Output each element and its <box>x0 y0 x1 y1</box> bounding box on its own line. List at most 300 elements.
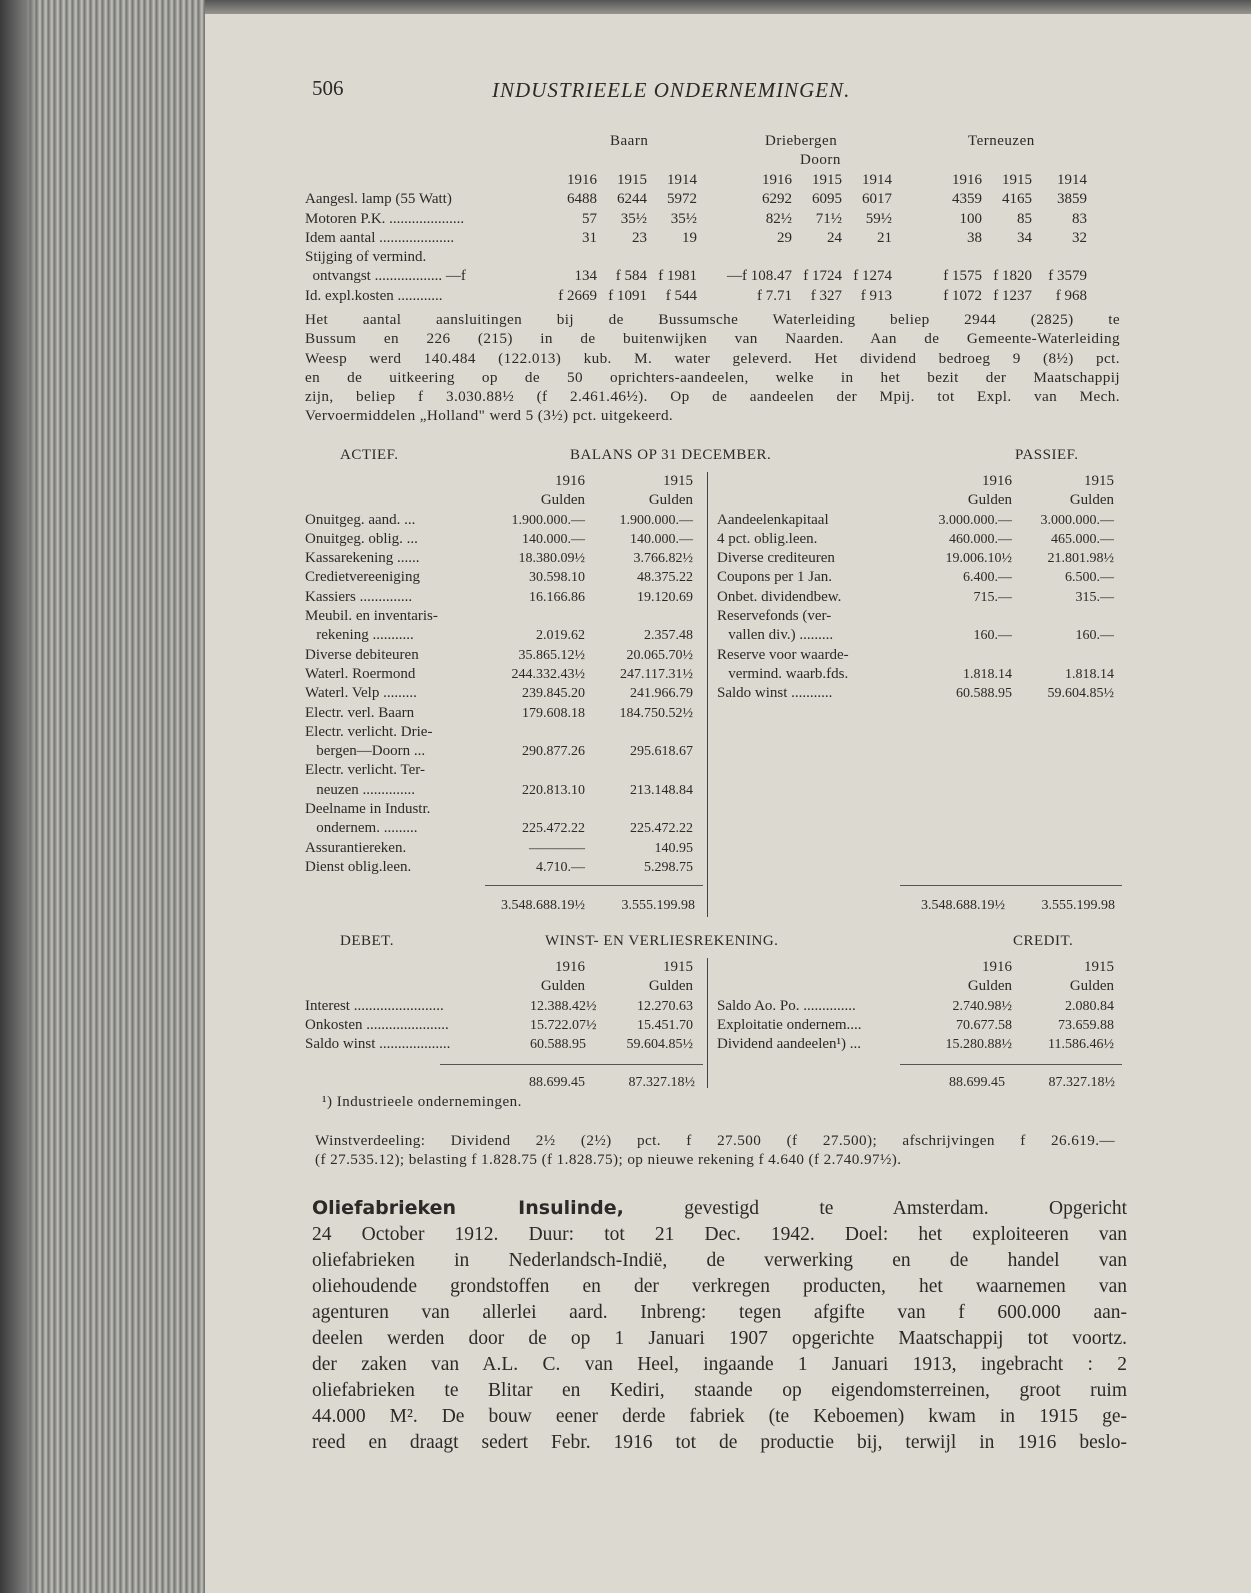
balans-actief-row <box>305 704 693 723</box>
balans-actief-row <box>305 839 693 858</box>
balans-passief-value-1915 <box>1012 607 1114 626</box>
balans-passief-unit: Gulden <box>967 492 1012 509</box>
balans-actief-row <box>305 530 693 549</box>
balans-actief-value-1915: 20.065.70½ <box>626 647 693 663</box>
company-text-line: oliehoudende grondstoffen en der verkregen producten, het waarnemen van <box>312 1276 1127 1297</box>
paragraph-line: Bussum en 226 (215) in de buitenwijken van Naarden. Aan de Gemeente-Waterleiding <box>305 330 1120 348</box>
balans-actief-header: ACTIEF. <box>340 447 399 463</box>
winst-debet-header: DEBET. <box>340 933 394 949</box>
stats-cell: 59½ <box>865 210 892 227</box>
page-number: 506 <box>312 76 344 100</box>
stats-cell <box>792 248 842 267</box>
balans-actief-row <box>305 626 693 645</box>
balans-passief-value-1916: 6.400.— <box>963 570 1012 586</box>
balans-passief-value-1916: 460.000.— <box>949 531 1012 547</box>
balans-actief-value-1916: 18.380.09½ <box>518 551 585 567</box>
winst-debet-table <box>305 958 693 1054</box>
balans-passief-row <box>717 530 1114 549</box>
winst-credit-unit: Gulden <box>967 978 1012 995</box>
balans-left-totals <box>485 896 695 915</box>
stats-cell: 35½ <box>620 210 647 227</box>
balans-actief-value-1915: 1.900.000.— <box>619 512 693 528</box>
footnote: ¹) Industrieele ondernemingen. <box>322 1094 522 1110</box>
stats-cell: f 1091 <box>608 287 647 304</box>
stats-cell: 5972 <box>667 191 697 208</box>
running-title: INDUSTRIEELE ONDERNEMINGEN. <box>492 78 851 102</box>
winst-right-totals <box>905 1073 1115 1092</box>
balans-left-total-1916: 3.548.688.19½ <box>501 898 585 913</box>
balans-passief-value-1915: 6.500.— <box>1065 570 1114 586</box>
stats-cell <box>982 248 1032 267</box>
balans-actief-value-1916: 225.472.22 <box>522 821 585 837</box>
balans-actief-value-1916 <box>490 761 585 780</box>
winst-credit-row <box>717 997 1114 1016</box>
company-text-line: 44.000 M². De bouw eener derde fabriek (te Keboemen) kwam in 1915 ge- <box>312 1406 1127 1427</box>
winst-credit-value-1915: 11.586.46½ <box>1048 1037 1114 1053</box>
balans-passief-row <box>717 646 1114 665</box>
balans-actief-value-1916: 16.166.86 <box>529 589 585 605</box>
stats-group-doorn: Doorn <box>800 152 841 168</box>
winst-debet-year: 1916 <box>555 959 585 975</box>
winst-credit-value-1916: 2.740.98½ <box>952 998 1012 1014</box>
winst-credit-year: 1916 <box>982 959 1012 975</box>
balans-actief-value-1916: 290.877.26 <box>522 744 585 760</box>
stats-cell: 83 <box>1072 210 1087 227</box>
balans-actief-value-1915: 295.618.67 <box>630 744 693 760</box>
winst-left-sum-line <box>440 1064 703 1065</box>
winst-credit-row <box>717 1016 1114 1035</box>
winstverdeeling-line: (f 27.535.12); belasting f 1.828.75 (f 1.828.75); op nieuwe rekening f 4.640 (f 2.740.97½). <box>315 1151 902 1169</box>
stats-row <box>305 210 1087 229</box>
winst-credit-year: 1915 <box>1084 959 1114 975</box>
paragraph-waterleiding <box>305 310 1120 426</box>
balans-actief-year: 1916 <box>555 473 585 489</box>
winst-debet-value-1916: 60.588.95 <box>530 1037 586 1053</box>
balans-actief-label: rekening ........... <box>305 627 414 644</box>
stats-cell: 57 <box>582 210 597 227</box>
stats-cell <box>545 248 597 267</box>
paragraph-line: zijn, beliep f 3.030.88½ (f 2.461.46½). Op de aandeelen der Mpij. tot Expl. van Mech. <box>305 388 1120 406</box>
company-first-line <box>312 1195 1127 1222</box>
balans-passief-row <box>717 568 1114 587</box>
winst-left-total-1916: 88.699.45 <box>529 1075 585 1090</box>
balans-actief-value-1916: 2.019.62 <box>536 628 585 644</box>
paragraph-line: en de uitkeering op de 50 oprichters-aandeelen, welke in het bezit der Maatschappij <box>305 368 1120 386</box>
balans-passief-value-1916: 60.588.95 <box>956 686 1012 702</box>
balans-passief-label: Coupons per 1 Jan. <box>717 569 832 586</box>
balans-passief-row <box>717 511 1114 530</box>
balans-actief-row <box>305 761 693 780</box>
winst-debet-row <box>305 1016 693 1035</box>
winst-divider <box>707 958 708 1088</box>
balans-passief-value-1916: 160.— <box>973 628 1012 644</box>
stats-cell <box>1032 248 1087 267</box>
winst-debet-label: Onkosten ...................... <box>305 1016 449 1033</box>
balans-passief-value-1915: 465.000.— <box>1051 531 1114 547</box>
balans-passief-row <box>717 665 1114 684</box>
balans-actief-label: Assurantiereken. <box>305 839 407 856</box>
stats-group-driebergen: Driebergen <box>765 133 838 149</box>
company-first-line-text: gevestigd te Amsterdam. Opgericht <box>684 1198 1127 1219</box>
balans-passief-value-1915: 160.— <box>1075 628 1114 644</box>
balans-actief-value-1916: 140.000.— <box>522 531 585 547</box>
stats-year: 1915 <box>617 172 647 188</box>
stats-cell <box>597 248 647 267</box>
winst-credit-unit: Gulden <box>1069 978 1114 995</box>
balans-actief-label: Dienst oblig.leen. <box>305 858 412 875</box>
balans-actief-row <box>305 858 693 877</box>
stats-cell: 3859 <box>1057 191 1087 208</box>
winst-debet-value-1915: 59.604.85½ <box>626 1037 693 1053</box>
balans-passief-value-1915 <box>1012 646 1114 665</box>
stats-cell: 6292 <box>762 191 792 208</box>
balans-passief-row <box>717 607 1114 626</box>
stats-cell: —f 108.47 <box>727 268 792 285</box>
balans-passief-value-1916 <box>912 646 1012 665</box>
balans-actief-value-1916: 220.813.10 <box>522 782 585 798</box>
stats-cell: 21 <box>877 229 892 246</box>
balans-actief-unit: Gulden <box>648 492 693 509</box>
balans-actief-row <box>305 511 693 530</box>
winst-debet-label: Saldo winst ................... <box>305 1036 451 1053</box>
stats-cell: 19 <box>682 229 697 246</box>
stats-cell <box>697 248 792 267</box>
company-text-line: oliefabrieken te Blitar en Kediri, staande op eigendomsterreinen, groot ruim <box>312 1380 1127 1401</box>
stats-year: 1916 <box>762 172 792 188</box>
balans-left-total-1915: 3.555.199.98 <box>621 898 695 913</box>
balans-actief-value-1915: 247.117.31½ <box>620 666 693 682</box>
balans-actief-label: Electr. verlicht. Drie- <box>305 723 433 740</box>
winst-credit-value-1915: 73.659.88 <box>1058 1017 1114 1033</box>
balans-actief-row <box>305 684 693 703</box>
balans-passief-row <box>717 684 1114 703</box>
balans-actief-label: Kassiers .............. <box>305 588 413 605</box>
balans-passief-label: Saldo winst ........... <box>717 685 833 702</box>
balans-actief-row <box>305 646 693 665</box>
stats-cell: f 1237 <box>993 287 1032 304</box>
balans-passief-value-1916: 1.818.14 <box>963 666 1012 682</box>
balans-passief-label: Reserve voor waarde- <box>717 646 849 663</box>
winst-debet-year: 1915 <box>663 959 693 975</box>
balans-actief-row <box>305 742 693 761</box>
stats-row-label: Id. expl.kosten ............ <box>305 287 443 304</box>
winst-right-sum-line <box>900 1064 1122 1065</box>
winst-debet-row <box>305 997 693 1016</box>
winst-debet-year-header <box>305 958 693 977</box>
balans-actief-value-1916: ———— <box>529 840 585 856</box>
balans-actief-value-1915: 48.375.22 <box>637 570 693 586</box>
winst-credit-year-header <box>717 958 1114 977</box>
balans-passief-value-1915: 1.818.14 <box>1065 666 1114 682</box>
stats-cell: 134 <box>574 268 597 285</box>
balans-actief-year-header <box>305 472 693 491</box>
balans-actief-unit-header <box>305 491 693 510</box>
stats-cell: 4165 <box>1002 191 1032 208</box>
balans-passief-unit-header <box>717 491 1114 510</box>
stats-row <box>305 229 1087 248</box>
balans-actief-label: Deelname in Industr. <box>305 801 431 818</box>
balans-actief-label: Meubil. en inventaris- <box>305 608 438 625</box>
winst-debet-value-1916: 12.388.42½ <box>530 998 597 1014</box>
winst-debet-unit: Gulden <box>540 978 585 995</box>
stats-cell <box>647 248 697 267</box>
balans-actief-spacer <box>305 491 490 510</box>
stats-cell: 38 <box>967 229 982 246</box>
balans-passief-value-1915: 59.604.85½ <box>1047 686 1114 702</box>
winst-credit-table <box>717 958 1114 1054</box>
balans-actief-label: bergen—Doorn ... <box>305 743 426 760</box>
balans-actief-value-1915: 2.357.48 <box>644 628 693 644</box>
stats-cell: f 7.71 <box>757 287 792 304</box>
stats-cell: f 913 <box>860 287 892 304</box>
balans-actief-value-1915: 225.472.22 <box>630 821 693 837</box>
balans-actief-value-1916 <box>490 800 585 819</box>
balans-passief-table <box>717 472 1114 704</box>
winstverdeeling-line: Winstverdeeling: Dividend 2½ (2½) pct. f 27.500 (f 27.500); afschrijvingen f 26.619.— <box>315 1132 1115 1149</box>
stats-cell: 71½ <box>815 210 842 227</box>
winst-credit-spacer <box>717 977 912 996</box>
stats-table <box>305 171 1087 306</box>
stats-cell: 24 <box>827 229 842 246</box>
stats-year: 1916 <box>567 172 597 188</box>
balans-passief-label: Reservefonds (ver- <box>717 608 832 625</box>
stats-cell: 6017 <box>862 191 892 208</box>
stats-cell: f 1981 <box>658 268 697 285</box>
stats-cell: f 1724 <box>803 268 842 285</box>
stats-cell: f 1072 <box>943 287 982 304</box>
stats-cell: 34 <box>1017 229 1032 246</box>
balans-passief-spacer <box>717 491 912 510</box>
stats-cell: 32 <box>1072 229 1087 246</box>
balans-actief-value-1916: 30.598.10 <box>529 570 585 586</box>
balans-actief-row <box>305 723 693 742</box>
winst-debet-unit-header <box>305 977 693 996</box>
balans-actief-value-1915 <box>585 800 693 819</box>
winst-debet-spacer <box>305 977 530 996</box>
company-name: Oliefabrieken Insulinde, <box>312 1197 624 1219</box>
balans-actief-spacer <box>305 472 490 491</box>
balans-actief-value-1916: 179.608.18 <box>522 705 585 721</box>
balans-passief-row <box>717 549 1114 568</box>
winst-debet-spacer <box>305 958 530 977</box>
balans-passief-value-1916: 19.006.10½ <box>945 551 1012 567</box>
balans-actief-label: Waterl. Velp ......... <box>305 685 417 702</box>
balans-actief-label: neuzen .............. <box>305 781 415 798</box>
stats-cell: 23 <box>632 229 647 246</box>
winst-right-total-1916: 88.699.45 <box>949 1075 1005 1090</box>
winst-debet-unit: Gulden <box>648 978 693 995</box>
paragraph-line: Het aantal aansluitingen bij de Bussumsche Waterleiding beliep 2944 (2825) te <box>305 311 1120 328</box>
balans-passief-year: 1915 <box>1084 473 1114 489</box>
company-text-line: oliefabrieken in Nederlandsch-Indië, de verwerking en de handel van <box>312 1250 1127 1271</box>
winst-title: WINST- EN VERLIESREKENING. <box>545 933 779 949</box>
balans-passief-label: Aandeelenkapitaal <box>717 511 829 528</box>
balans-actief-row <box>305 781 693 800</box>
balans-actief-row <box>305 665 693 684</box>
book-spine-shadow <box>0 0 40 1593</box>
winst-credit-label: Exploitatie ondernem.... <box>717 1016 862 1033</box>
balans-actief-label: Waterl. Roermond <box>305 665 416 682</box>
balans-actief-label: Electr. verlicht. Ter- <box>305 762 425 779</box>
company-text-line: 24 October 1912. Duur: tot 21 Dec. 1942. Doel: het exploiteeren van <box>312 1224 1127 1245</box>
balans-actief-value-1915 <box>585 723 693 742</box>
balans-passief-value-1915: 3.000.000.— <box>1040 512 1114 528</box>
stats-cell <box>842 248 892 267</box>
balans-passief-value-1916: 715.— <box>973 589 1012 605</box>
balans-actief-value-1915: 3.766.82½ <box>633 551 693 567</box>
balans-passief-row <box>717 626 1114 645</box>
balans-right-totals <box>905 896 1115 915</box>
balans-actief-value-1915: 5.298.75 <box>644 859 693 875</box>
winstverdeeling <box>315 1131 1115 1170</box>
balans-actief-row <box>305 549 693 568</box>
stats-cell: 82½ <box>765 210 792 227</box>
stats-row <box>305 248 1087 267</box>
balans-passief-value-1916 <box>912 607 1012 626</box>
balans-actief-value-1915: 140.000.— <box>630 531 693 547</box>
stats-group-baarn: Baarn <box>610 133 649 149</box>
balans-actief-year: 1915 <box>663 473 693 489</box>
winst-credit-value-1916: 70.677.58 <box>956 1017 1012 1033</box>
balans-actief-value-1916: 4.710.— <box>536 859 585 875</box>
balans-actief-row <box>305 568 693 587</box>
winst-left-totals <box>485 1073 695 1092</box>
balans-actief-row <box>305 588 693 607</box>
balans-passief-value-1916: 3.000.000.— <box>938 512 1012 528</box>
balans-actief-value-1915: 213.148.84 <box>630 782 693 798</box>
stats-row <box>305 267 1087 286</box>
stats-cell: f 968 <box>1055 287 1087 304</box>
stats-year: 1915 <box>812 172 842 188</box>
stats-year: 1916 <box>952 172 982 188</box>
stats-cell: f 584 <box>615 268 647 285</box>
stats-group-terneuzen: Terneuzen <box>968 133 1035 149</box>
balans-actief-row <box>305 800 693 819</box>
stats-cell: 4359 <box>952 191 982 208</box>
balans-passief-label: Onbet. dividendbew. <box>717 588 842 605</box>
balans-passief-unit: Gulden <box>1069 492 1114 509</box>
company-text-line: deelen werden door de op 1 Januari 1907 opgerichte Maatschappij tot voortz. <box>312 1328 1127 1349</box>
balans-divider <box>707 472 708 917</box>
stats-cell: f 1820 <box>993 268 1032 285</box>
stats-cell: 6244 <box>617 191 647 208</box>
winst-credit-value-1915: 2.080.84 <box>1065 998 1114 1014</box>
balans-actief-value-1915: 19.120.69 <box>637 589 693 605</box>
stats-cell: 100 <box>959 210 982 227</box>
stats-row-label: ontvangst .................. —f <box>305 268 466 285</box>
company-text-line: agenturen van allerlei aard. Inbreng: tegen afgifte van f 600.000 aan- <box>312 1302 1127 1323</box>
balans-passief-row <box>717 588 1114 607</box>
balans-passief-label: Diverse crediteuren <box>717 550 835 567</box>
paragraph-line: Weesp werd 140.484 (122.013) kub. M. water geleverd. Het dividend bedroeg 9 (8½) pct. <box>305 349 1120 367</box>
balans-actief-label: Onuitgeg. aand. ... <box>305 511 416 528</box>
winst-debet-row <box>305 1035 693 1054</box>
stats-row-label: Stijging of vermind. <box>305 249 427 266</box>
winst-credit-unit-header <box>717 977 1114 996</box>
stats-year: 1915 <box>1002 172 1032 188</box>
stats-cell: f 2669 <box>558 287 597 304</box>
balans-actief-label: Credietvereeniging <box>305 569 420 586</box>
balans-actief-value-1915: 140.95 <box>654 840 693 856</box>
company-text-line: reed en draagt sedert Febr. 1916 tot de productie bij, terwijl in 1916 beslo- <box>312 1432 1127 1453</box>
balans-passief-spacer <box>717 472 912 491</box>
balans-actief-value-1916: 239.845.20 <box>522 686 585 702</box>
balans-actief-value-1915: 241.966.79 <box>630 686 693 702</box>
winst-left-total-1915: 87.327.18½ <box>628 1075 695 1090</box>
balans-passief-label: vallen div.) ......... <box>717 627 834 644</box>
stats-cell: 85 <box>1017 210 1032 227</box>
winst-credit-row <box>717 1035 1114 1054</box>
stats-cell: f 3579 <box>1048 268 1087 285</box>
winst-credit-value-1916: 15.280.88½ <box>945 1037 1012 1053</box>
balans-left-sum-line <box>485 885 703 886</box>
winst-debet-value-1915: 12.270.63 <box>637 998 693 1014</box>
winst-right-total-1915: 87.327.18½ <box>1048 1075 1115 1090</box>
balans-passief-year: 1916 <box>982 473 1012 489</box>
balans-passief-header: PASSIEF. <box>1015 447 1079 463</box>
balans-actief-value-1916: 35.865.12½ <box>518 647 585 663</box>
balans-right-total-1915: 3.555.199.98 <box>1041 898 1115 913</box>
balans-passief-year-header <box>717 472 1114 491</box>
stats-cell <box>892 248 982 267</box>
winst-credit-label: Dividend aandeelen¹) ... <box>717 1036 862 1053</box>
balans-right-total-1916: 3.548.688.19½ <box>921 898 1005 913</box>
winst-credit-header: CREDIT. <box>1013 933 1074 949</box>
balans-title: BALANS OP 31 DECEMBER. <box>570 447 772 463</box>
balans-actief-table <box>305 472 693 877</box>
balans-actief-label: Onuitgeg. oblig. ... <box>305 530 418 547</box>
company-entry <box>312 1195 1127 1456</box>
stats-year-row <box>305 171 1087 190</box>
balans-actief-row <box>305 819 693 838</box>
stats-cell: f 327 <box>810 287 842 304</box>
stats-row-label: Aangesl. lamp (55 Watt) <box>305 191 452 208</box>
stats-row <box>305 287 1087 306</box>
balans-passief-value-1915: 21.801.98½ <box>1047 551 1114 567</box>
balans-actief-label: Diverse debiteuren <box>305 646 419 663</box>
stats-row <box>305 190 1087 209</box>
stats-year: 1914 <box>862 172 892 188</box>
balans-actief-value-1915 <box>585 761 693 780</box>
balans-actief-unit: Gulden <box>540 492 585 509</box>
balans-actief-value-1916 <box>490 607 585 626</box>
stats-cell: f 1575 <box>943 268 982 285</box>
balans-passief-value-1915: 315.— <box>1075 589 1114 605</box>
stats-cell: 6488 <box>567 191 597 208</box>
winst-credit-spacer <box>717 958 912 977</box>
stats-cell: 29 <box>777 229 792 246</box>
stats-cell: f 1274 <box>853 268 892 285</box>
winst-credit-label: Saldo Ao. Po. .............. <box>717 997 856 1014</box>
stats-row-label: Idem aantal .................... <box>305 229 455 246</box>
balans-actief-label: Electr. verl. Baarn <box>305 704 415 721</box>
stats-row-label: Motoren P.K. .................... <box>305 210 465 227</box>
company-text-line: der zaken van A.L. C. van Heel, ingaande 1 Januari 1913, ingebracht : 2 <box>312 1354 1127 1375</box>
balans-right-sum-line <box>900 885 1122 886</box>
balans-actief-value-1915 <box>585 607 693 626</box>
stats-cell: 6095 <box>812 191 842 208</box>
balans-passief-label: 4 pct. oblig.leen. <box>717 530 818 547</box>
balans-actief-row <box>305 607 693 626</box>
winst-debet-value-1915: 15.451.70 <box>637 1017 693 1033</box>
stats-year: 1914 <box>667 172 697 188</box>
paragraph-line: Vervoermiddelen „Holland" werd 5 (3½) pct. uitgekeerd. <box>305 407 674 425</box>
balans-actief-value-1916: 244.332.43½ <box>511 666 585 682</box>
balans-passief-label: vermind. waarb.fds. <box>717 665 849 682</box>
winst-debet-value-1916: 15.722.07½ <box>530 1017 597 1033</box>
stats-label-spacer <box>305 171 545 190</box>
stats-cell: 35½ <box>670 210 697 227</box>
